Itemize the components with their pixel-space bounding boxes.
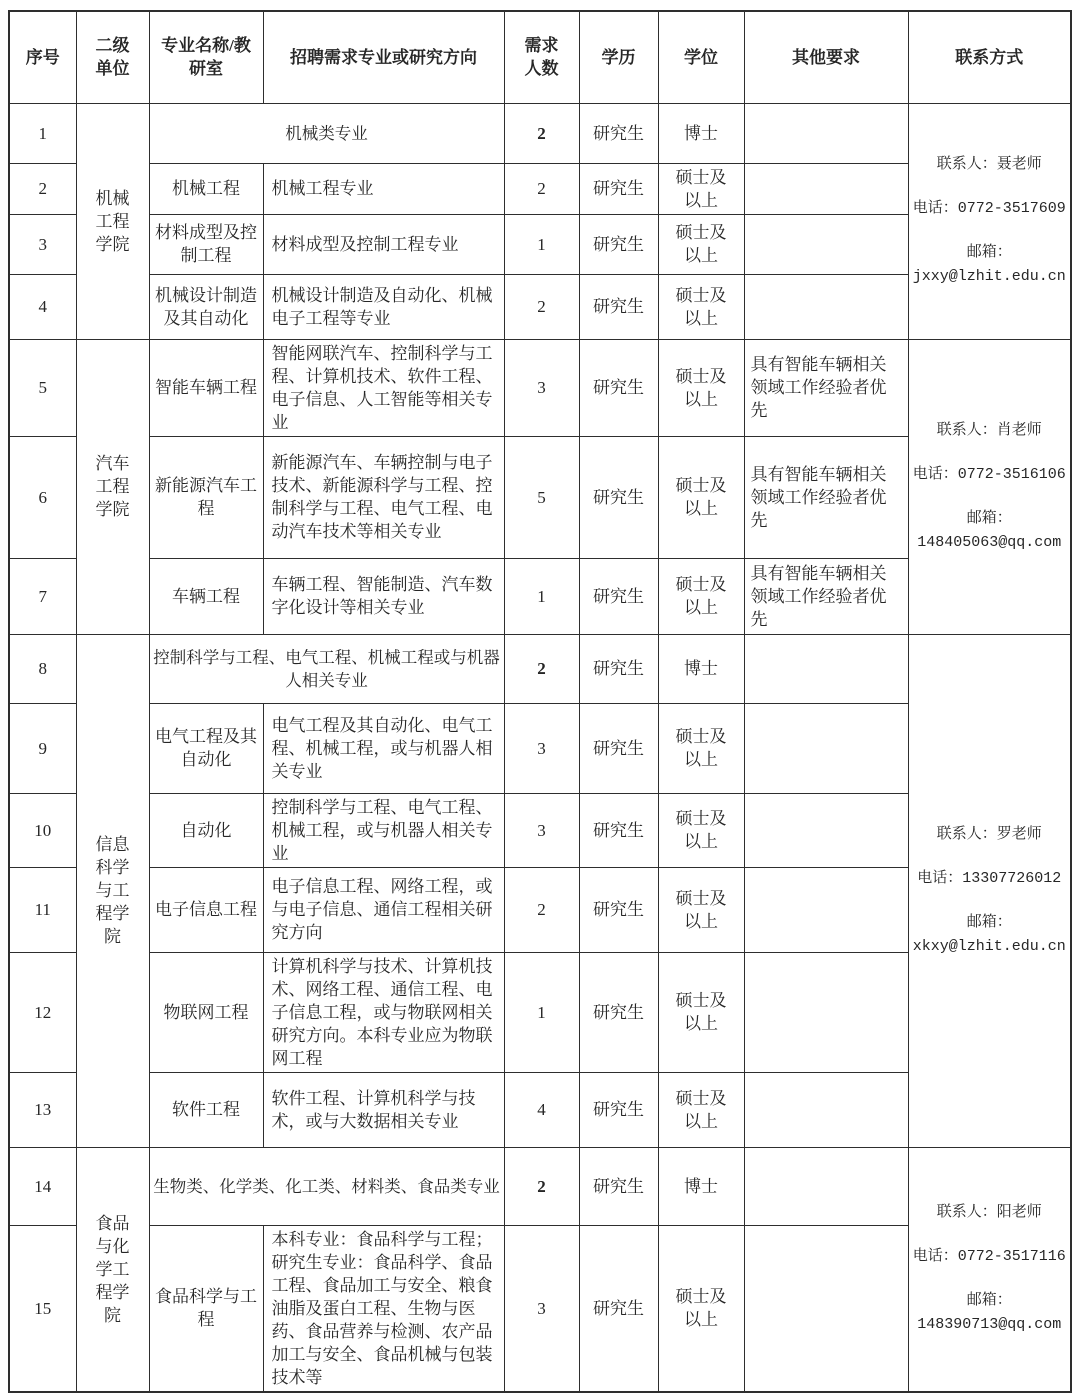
cell-education: 研究生 (579, 634, 658, 703)
header-label: 学历 (601, 47, 636, 67)
header-cell-count (504, 11, 579, 103)
cell-office: 物联网工程 (149, 952, 263, 1072)
cell-degree (658, 214, 744, 274)
cell-office: 智能车辆工程 (149, 339, 263, 436)
cell-education: 研究生 (579, 274, 658, 339)
header-cell-unit (76, 11, 149, 103)
header-label: 联系方式 (955, 47, 1024, 67)
contact-person: 联系人：聂老师 (936, 156, 1042, 173)
cell-count: 1 (504, 952, 579, 1072)
cell-degree-label: 博士 (684, 1176, 718, 1196)
cell-degree (658, 339, 744, 436)
cell-unit-label: 机械工程学院 (95, 188, 130, 254)
cell-majors: 智能网联汽车、控制科学与工程、计算机技术、软件工程、电子信息、人工智能等相关专业 (263, 339, 504, 436)
contact-person: 联系人：阳老师 (936, 1204, 1042, 1221)
cell-education: 研究生 (579, 339, 658, 436)
cell-other (744, 1072, 908, 1147)
cell-education: 研究生 (579, 703, 658, 793)
contact-email-label: 邮箱： (966, 244, 1012, 261)
cell-no: 11 (9, 867, 76, 952)
cell-count: 2 (504, 867, 579, 952)
cell-degree (658, 436, 744, 558)
cell-no: 10 (9, 793, 76, 867)
cell-no: 13 (9, 1072, 76, 1147)
table-row (9, 634, 1071, 703)
cell-degree-label: 硕士及以上 (675, 476, 727, 518)
cell-unit (76, 103, 149, 339)
header-cell-contact (908, 11, 1071, 103)
cell-no: 15 (9, 1225, 76, 1392)
cell-education: 研究生 (579, 163, 658, 214)
cell-office: 机械设计制造及其自动化 (149, 274, 263, 339)
header-label: 专业名称/教研室 (161, 36, 251, 79)
cell-education: 研究生 (579, 952, 658, 1072)
cell-education: 研究生 (579, 793, 658, 867)
cell-contact (908, 1147, 1071, 1392)
cell-count: 2 (504, 274, 579, 339)
table-body (9, 103, 1071, 1392)
cell-count: 2 (504, 103, 579, 163)
cell-other (744, 214, 908, 274)
cell-count: 2 (504, 634, 579, 703)
contact-email: 148390713@qq.com (917, 1316, 1062, 1333)
cell-no: 4 (9, 274, 76, 339)
cell-degree (658, 558, 744, 634)
cell-majors: 材料成型及控制工程专业 (263, 214, 504, 274)
contact-email: 148405063@qq.com (917, 533, 1062, 551)
contact-email-label: 邮箱： (966, 509, 1012, 527)
contact-email-block (911, 911, 1069, 959)
cell-no: 3 (9, 214, 76, 274)
cell-degree (658, 1147, 744, 1225)
cell-no: 7 (9, 558, 76, 634)
header-label: 其他要求 (792, 47, 860, 67)
cell-other (744, 1147, 908, 1225)
recruitment-table (8, 10, 1072, 1393)
table-row (9, 339, 1071, 436)
cell-office: 车辆工程 (149, 558, 263, 634)
header-label: 二级单位 (95, 36, 130, 79)
cell-degree (658, 793, 744, 867)
contact-person: 联系人：肖老师 (936, 421, 1042, 439)
header-cell-office (149, 11, 263, 103)
cell-count: 2 (504, 1147, 579, 1225)
cell-count: 3 (504, 793, 579, 867)
cell-education: 研究生 (579, 1072, 658, 1147)
cell-count: 1 (504, 558, 579, 634)
header-label: 学位 (684, 47, 718, 67)
cell-degree-label: 硕士及以上 (675, 809, 727, 851)
cell-degree-label: 博士 (684, 123, 718, 143)
cell-count: 3 (504, 1225, 579, 1392)
cell-other: 具有智能车辆相关领域工作经验者优先 (744, 436, 908, 558)
contact-email-block (911, 1289, 1069, 1337)
cell-degree-label: 硕士及以上 (675, 991, 727, 1033)
cell-degree (658, 634, 744, 703)
cell-no: 2 (9, 163, 76, 214)
cell-majors: 软件工程、计算机科学与技术，或与大数据相关专业 (263, 1072, 504, 1147)
cell-majors: 本科专业：食品科学与工程；研究生专业：食品科学、食品工程、食品加工与安全、粮食油脂及蛋白工程、生物与医药、食品营养与检测、农产品加工与安全、食品机械与包装技术等 (263, 1225, 504, 1392)
contact-phone: 电话：0772-3517609 (912, 200, 1066, 217)
cell-majors: 新能源汽车、车辆控制与电子技术、新能源科学与工程、控制科学与工程、电气工程、电动汽车技术等相关专业 (263, 436, 504, 558)
cell-unit (76, 339, 149, 634)
cell-count: 4 (504, 1072, 579, 1147)
cell-majors: 电气工程及其自动化、电气工程、机械工程，或与机器人相关专业 (263, 703, 504, 793)
cell-majors: 电子信息工程、网络工程，或与电子信息、通信工程相关研究方向 (263, 867, 504, 952)
contact-phone: 电话：0772-3516106 (912, 465, 1066, 483)
header-cell-majors (263, 11, 504, 103)
cell-education: 研究生 (579, 214, 658, 274)
cell-office: 软件工程 (149, 1072, 263, 1147)
contact-email-label: 邮箱： (966, 913, 1012, 931)
cell-degree-label: 硕士及以上 (675, 888, 727, 931)
header-cell-education (579, 11, 658, 103)
cell-unit-label: 汽车工程学院 (95, 454, 130, 519)
header-cell-degree (658, 11, 744, 103)
cell-office: 机械工程 (149, 163, 263, 214)
cell-no: 6 (9, 436, 76, 558)
cell-unit (76, 634, 149, 1147)
cell-contact (908, 339, 1071, 634)
cell-majors: 计算机科学与技术、计算机技术、网络工程、通信工程、电子信息工程，或与物联网相关研究方向。本科专业应为物联网工程 (263, 952, 504, 1072)
cell-other (744, 952, 908, 1072)
cell-count: 3 (504, 339, 579, 436)
header-row (9, 11, 1071, 103)
cell-other (744, 793, 908, 867)
cell-other: 具有智能车辆相关领域工作经验者优先 (744, 339, 908, 436)
cell-degree (658, 1225, 744, 1392)
cell-majors: 车辆工程、智能制造、汽车数字化设计等相关专业 (263, 558, 504, 634)
cell-majors-merged: 控制科学与工程、电气工程、机械工程或与机器人相关专业 (149, 634, 504, 703)
header-label: 序号 (25, 47, 60, 67)
cell-count: 5 (504, 436, 579, 558)
cell-unit-label: 食品与化学工程学院 (95, 1213, 130, 1325)
cell-count: 3 (504, 703, 579, 793)
cell-education: 研究生 (579, 436, 658, 558)
cell-degree (658, 952, 744, 1072)
cell-other (744, 274, 908, 339)
cell-office: 自动化 (149, 793, 263, 867)
cell-degree (658, 1072, 744, 1147)
contact-email-block (911, 241, 1069, 289)
cell-education: 研究生 (579, 1147, 658, 1225)
cell-degree-label: 硕士及以上 (675, 1088, 727, 1131)
cell-no: 5 (9, 339, 76, 436)
cell-count: 1 (504, 214, 579, 274)
cell-other: 具有智能车辆相关领域工作经验者优先 (744, 558, 908, 634)
cell-contact (908, 103, 1071, 339)
cell-office: 材料成型及控制工程 (149, 214, 263, 274)
cell-other (744, 103, 908, 163)
cell-no: 12 (9, 952, 76, 1072)
cell-degree-label: 硕士及以上 (675, 167, 727, 210)
cell-unit (76, 1147, 149, 1392)
cell-no: 14 (9, 1147, 76, 1225)
cell-degree-label: 博士 (684, 659, 718, 678)
cell-majors-merged: 生物类、化学类、化工类、材料类、食品类专业 (149, 1147, 504, 1225)
header-label: 需求人数 (524, 36, 559, 79)
cell-majors: 控制科学与工程、电气工程、机械工程，或与机器人相关专业 (263, 793, 504, 867)
cell-degree (658, 103, 744, 163)
table-row (9, 103, 1071, 163)
contact-email-label: 邮箱： (966, 1292, 1012, 1309)
cell-degree-label: 硕士及以上 (675, 727, 727, 769)
cell-other (744, 867, 908, 952)
cell-office: 电子信息工程 (149, 867, 263, 952)
cell-no: 9 (9, 703, 76, 793)
cell-office: 电气工程及其自动化 (149, 703, 263, 793)
contact-email-block (911, 507, 1069, 555)
cell-education: 研究生 (579, 103, 658, 163)
cell-degree-label: 硕士及以上 (675, 366, 727, 409)
cell-degree (658, 163, 744, 214)
header-label: 招聘需求专业或研究方向 (290, 47, 477, 67)
cell-count: 2 (504, 163, 579, 214)
cell-other (744, 1225, 908, 1392)
table-row (9, 1147, 1071, 1225)
cell-degree (658, 867, 744, 952)
cell-majors-merged: 机械类专业 (149, 103, 504, 163)
cell-majors: 机械设计制造及自动化、机械电子工程等专业 (263, 274, 504, 339)
cell-degree (658, 274, 744, 339)
cell-degree-label: 硕士及以上 (675, 285, 727, 328)
cell-other (744, 634, 908, 703)
cell-no: 8 (9, 634, 76, 703)
cell-other (744, 163, 908, 214)
cell-majors: 机械工程专业 (263, 163, 504, 214)
contact-phone: 电话：0772-3517116 (912, 1248, 1066, 1265)
cell-degree (658, 703, 744, 793)
contact-email: xkxy@lzhit.edu.cn (912, 937, 1066, 955)
cell-degree-label: 硕士及以上 (675, 1287, 727, 1329)
cell-other (744, 703, 908, 793)
cell-office: 食品科学与工程 (149, 1225, 263, 1392)
cell-degree-label: 硕士及以上 (675, 223, 727, 265)
cell-contact (908, 634, 1071, 1147)
contact-phone: 电话：13307726012 (917, 869, 1062, 887)
cell-degree-label: 硕士及以上 (675, 575, 727, 617)
header-cell-other (744, 11, 908, 103)
cell-education: 研究生 (579, 1225, 658, 1392)
contact-email: jxxy@lzhit.edu.cn (912, 268, 1066, 285)
header-cell-no (9, 11, 76, 103)
cell-office: 新能源汽车工程 (149, 436, 263, 558)
cell-no: 1 (9, 103, 76, 163)
contact-person: 联系人：罗老师 (936, 825, 1042, 843)
cell-unit-label: 信息科学与工程学院 (95, 835, 130, 946)
cell-education: 研究生 (579, 558, 658, 634)
cell-education: 研究生 (579, 867, 658, 952)
